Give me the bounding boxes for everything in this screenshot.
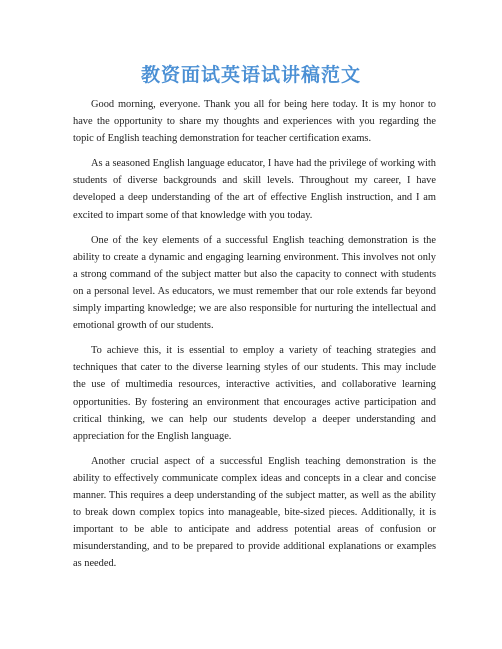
paragraph-2: As a seasoned English language educator, I have had the privilege of working with students of diverse backgrounds and skill levels. Throughout my career, I have developed a deep understanding of the art of effective English instruction, and I am excited to impart some of that knowledge with you today. [73,158,436,221]
document-body [73,96,436,580]
document-title: 教资面试英语试讲稿范文 [140,64,361,86]
paragraph-1: Good morning, everyone. Thank you all for being here today. It is my honor to have the opportunity to share my thoughts and experiences with you regarding the topic of English teaching demonstration for teacher certification exams. [73,99,436,145]
paragraph-3: One of the key elements of a successful English teaching demonstration is the ability to create a dynamic and engaging learning environment. This involves not only a strong command of the subject matter but also the capacity to connect with students on a personal level. As educators, we must remember that our role extends far beyond simply imparting knowledge; we are also responsible for nurturing the intellectual and emotional growth of our students. [73,234,436,332]
paragraph-5: Another crucial aspect of a successful English teaching demonstration is the ability to effectively communicate complex ideas and concepts in a clear and concise manner. This requires a deep understanding of the subject matter, as well as the ability to break down complex topics into manageable, bite-sized pieces. Additionally, it is important to be able to anticipate and address potential areas of confusion or misunderstanding, and to be prepared to provide additional explanations or examples as needed. [73,455,436,570]
paragraph-4: To achieve this, it is essential to employ a variety of teaching strategies and techniques that cater to the diverse learning styles of our students. This may include the use of multimedia resources, interactive activities, and collaborative learning opportunities. By fostering an environment that encourages active participation and critical thinking, we can help our students develop a deeper understanding and appreciation for the English language. [73,345,436,442]
